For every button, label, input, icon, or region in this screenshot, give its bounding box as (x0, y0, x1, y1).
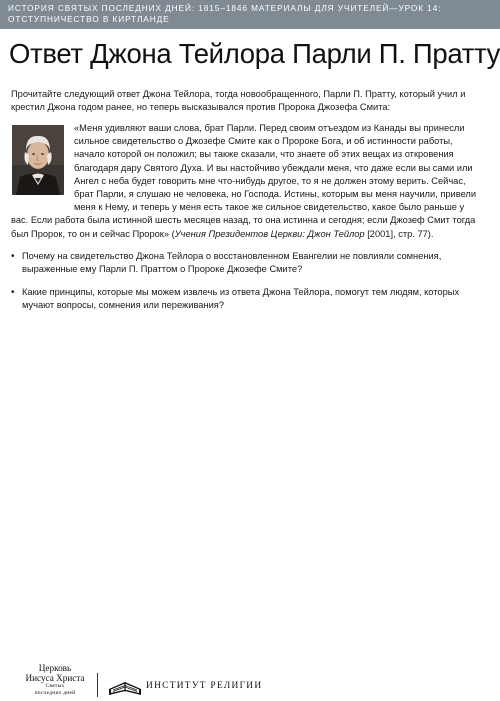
page-title: Ответ Джона Тейлора Парли П. Пратту (9, 38, 500, 69)
quote-citation-rest: [2001], стр. 77). (364, 228, 434, 239)
bullet-icon: • (11, 286, 15, 298)
list-item (11, 250, 481, 276)
header-breadcrumb-bar (0, 0, 500, 29)
quote-citation-title: Учения Президентов Церкви: Джон Тейлор (174, 228, 365, 239)
list-item (11, 286, 481, 312)
john-taylor-quote (11, 122, 483, 241)
header-breadcrumb: ИСТОРИЯ СВЯТЫХ ПОСЛЕДНИХ ДНЕЙ: 1815–1846 МАТЕРИАЛЫ ДЛЯ УЧИТЕЛЕЙ—УРОК 14: ОТСТУПНИЧЕСТВО В КИРТЛАНДЕ (8, 3, 442, 24)
church-logo-line3: Святых (45, 683, 65, 689)
question-text: Почему на свидетельство Джона Тейлора о восстановленном Евангелии не повлияли сомнения, выраженные ему Парли П. Праттом о Пророке Джозефе Смите? (22, 251, 442, 275)
discussion-questions (11, 250, 481, 322)
portrait-spacer (11, 122, 74, 202)
footer-divider (97, 673, 98, 697)
question-text: Какие принципы, которые мы можем извлечь из ответа Джона Тейлора, помогут тем людям, которых мучают вопросы, сомнения или переживания? (22, 286, 460, 311)
church-logo-line1: Церковь (38, 663, 72, 673)
quote-text: «Меня удивляют ваши слова, брат Парли. Перед своим отъездом из Канады вы принесли сильное свидетельство о Джозефе Смите как о Пророке Бога, и об истинности работы, начало которой он положил; вы также сказали, что знаете об этих вещах из откровения благодаря дару Святого Духа. И вы настойчиво убеждали меня, что даже если вы сами или Ангел с неба будет говорить мне что-нибудь другое, то я не должен этому верить. Сейчас, брат Парли, я слушаю не человека, но Господа. Истины, которым вы меня научили, привели меня к Нему, и теперь у меня есть такое же сильное свидетельство, какое было раньше у вас. Если работа была истинной шесть месяцев назад, то она истинна и сегодня; если Джозеф Смит тогда был Пророк, то он и сейчас Пророк» ( (11, 123, 477, 239)
footer (0, 660, 500, 701)
intro-paragraph: Прочитайте следующий ответ Джона Тейлора, тогда новообращенного, Парли П. Пратту, который учил и крестил Джона годом ранее, но теперь высказывался против Пророка Джозефа Смита: (11, 89, 466, 113)
church-logo-line2: Иисуса Христа (25, 673, 85, 683)
institute-book-icon (108, 679, 142, 697)
church-logo (18, 663, 92, 696)
institute-label: ИНСТИТУТ РЕЛИГИИ (146, 681, 263, 691)
bullet-icon: • (11, 251, 15, 262)
church-logo-line4: последних дней (34, 689, 76, 696)
